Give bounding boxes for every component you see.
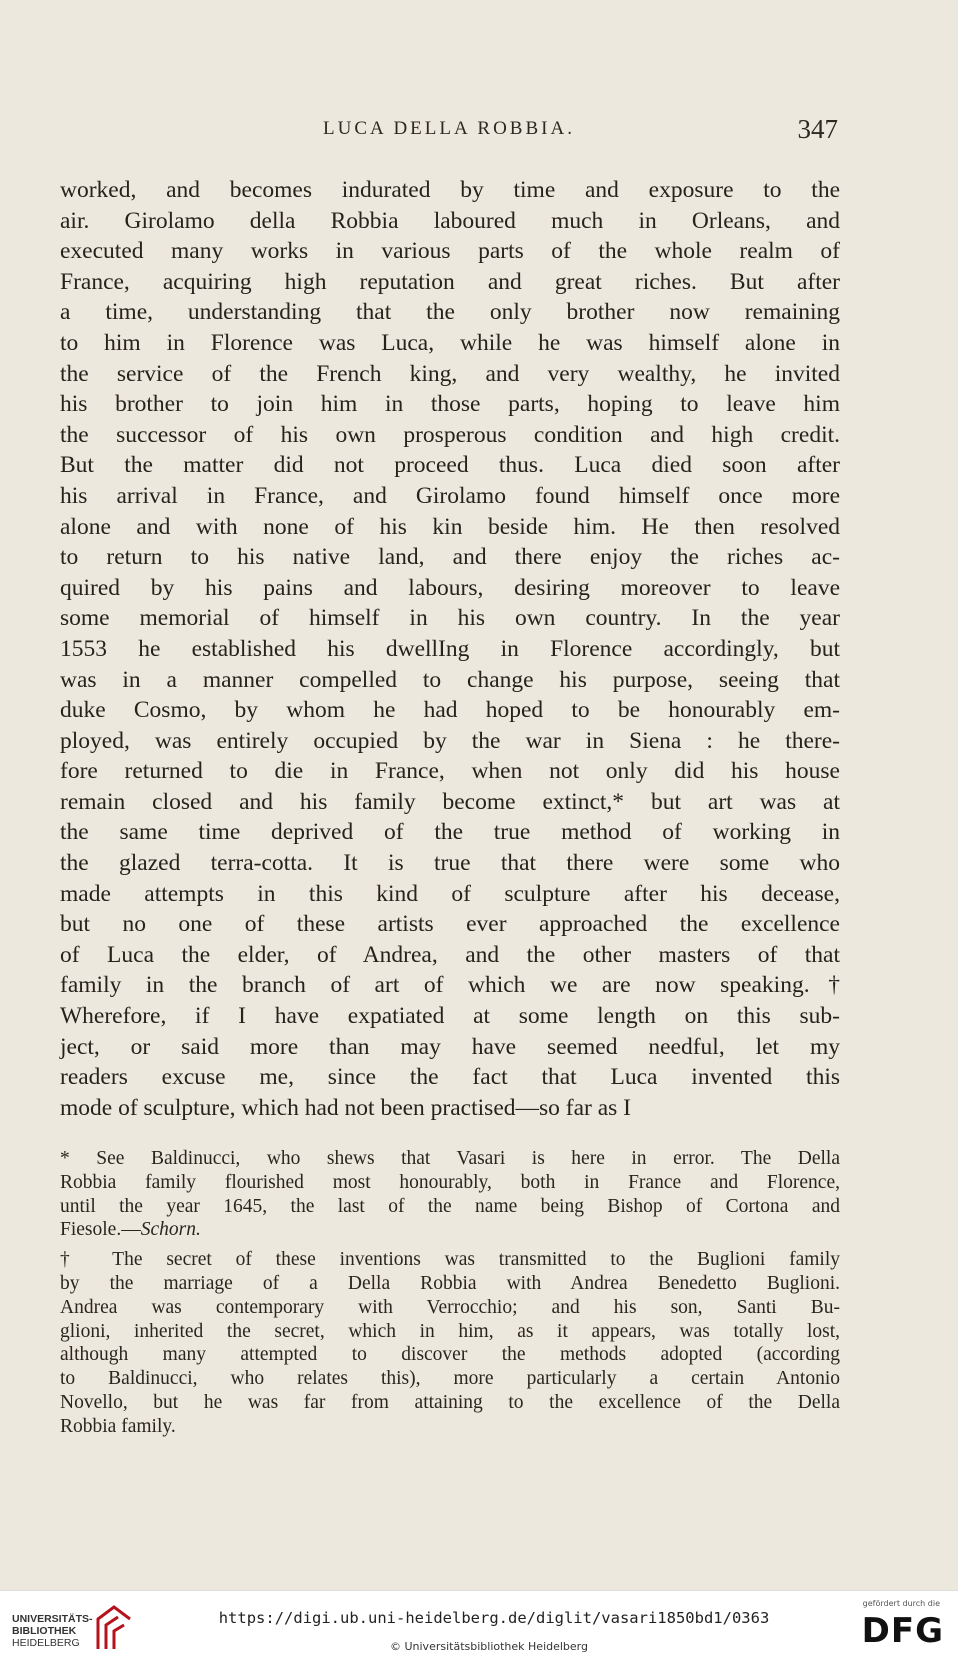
text-line: 1553 he established his dwellIng in Florence accordingly, but [60,635,840,662]
text-line: readers excuse me, since the fact that Luca invented this [60,1064,840,1091]
text-line: his arrival in France, and Girolamo found himself once more [60,482,840,509]
text-line: although many attempted to discover the methods adopted (according [60,1344,840,1366]
library-line-1: UNIVERSITÄTS- [12,1613,93,1625]
funded-by: gefördert durch die [862,1599,940,1608]
text-line: Robbia family flourished most honourably, both in France and Florence, [60,1171,840,1193]
text-line: some memorial of himself in his own country. In the year [60,605,840,632]
text-line: a time, understanding that the only brother now remaining [60,299,840,326]
text-line: until the year 1645, the last of the name being Bishop of Cortona and [60,1195,840,1217]
text-line: ployed, was entirely occupied by the war in Siena : he there- [60,727,840,754]
footnote-1-last-line [60,1218,840,1242]
text-line: quired by his pains and labours, desiring moreover to leave [60,574,840,601]
text-line: Wherefore, if I have expatiated at some length on this sub- [60,1003,840,1030]
text-line: his brother to join him in those parts, hoping to leave him [60,391,840,418]
running-title: LUCA DELLA ROBBIA. [323,118,575,139]
text-line: fore returned to die in France, when not only did his house [60,758,840,785]
footnote-2 [60,1248,840,1438]
text-line: the glazed terra-cotta. It is true that there were some who [60,850,840,877]
footnote-1-author: Schorn. [140,1219,201,1241]
text-line: Robbia family. [60,1415,176,1437]
text-line: glioni, inherited the secret, which in him, as it appears, was totally lost, [60,1320,840,1342]
text-line: * See Baldinucci, who shews that Vasari is here in error. The Della [60,1148,840,1169]
footnote-1-last-text: Fiesole.— [60,1219,141,1241]
text-line: of Luca the elder, of Andrea, and the other masters of that [60,941,840,968]
text-line: mode of sculpture, which had not been practised—so far as I [60,1094,631,1121]
dfg-logo: DFG [861,1611,944,1651]
text-line: † The secret of these inventions was transmitted to the Buglioni family [60,1249,840,1271]
page-number: 347 [797,114,838,144]
footer-bar [0,1590,958,1665]
text-line: worked, and becomes indurated by time and exposure to the [60,177,840,203]
text-line: alone and with none of his kin beside him. He then resolved [60,513,840,540]
text-line: executed many works in various parts of the whole realm of [60,238,840,265]
text-line: air. Girolamo della Robbia laboured much in Orleans, and [60,207,840,234]
text-line: the successor of his own prosperous condition and high credit. [60,421,840,448]
text-line: France, acquiring high reputation and great riches. But after [60,268,840,295]
text-line: Novello, but he was far from attaining to the excellence of the Della [60,1391,840,1413]
text-line: But the matter did not proceed thus. Luca died soon after [60,452,840,479]
text-line: to him in Florence was Luca, while he was himself alone in [60,329,840,356]
footnote-1 [60,1147,840,1218]
body-text [60,175,840,1123]
text-line: duke Cosmo, by whom he had hoped to be honourably em- [60,697,840,724]
copyright: © Universitätsbibliothek Heidelberg [389,1640,588,1653]
text-line: but no one of these artists ever approached the excellence [60,911,840,938]
library-line-2: BIBLIOTHEK [12,1625,77,1637]
text-line: made attempts in this kind of sculpture after his decease, [60,880,840,907]
text-line: the same time deprived of the true method of working in [60,819,840,846]
library-line-3: HEIDELBERG [12,1637,80,1649]
text-line: remain closed and his family become extinct,* but art was at [60,788,840,815]
running-head [60,114,838,152]
text-line: ject, or said more than may have seemed needful, let my [60,1033,840,1060]
footnotes [60,1147,840,1439]
text-line: by the marriage of a Della Robbia with Andrea Benedetto Buglioni. [60,1272,840,1294]
text-line: to return to his native land, and there enjoy the riches ac- [60,544,840,571]
text-line: Andrea was contemporary with Verrocchio; and his son, Santi Bu- [60,1296,840,1318]
text-line: the service of the French king, and very wealthy, he invited [60,360,840,387]
text-line: family in the branch of art of which we are now speaking.† [60,972,840,999]
text-line: to Baldinucci, who relates this), more particularly a certain Antonio [60,1368,840,1390]
page-url[interactable]: https://digi.ub.uni-heidelberg.de/diglit/vasari1850bd1/0363 [218,1609,770,1627]
text-line: was in a manner compelled to change his purpose, seeing that [60,666,840,693]
